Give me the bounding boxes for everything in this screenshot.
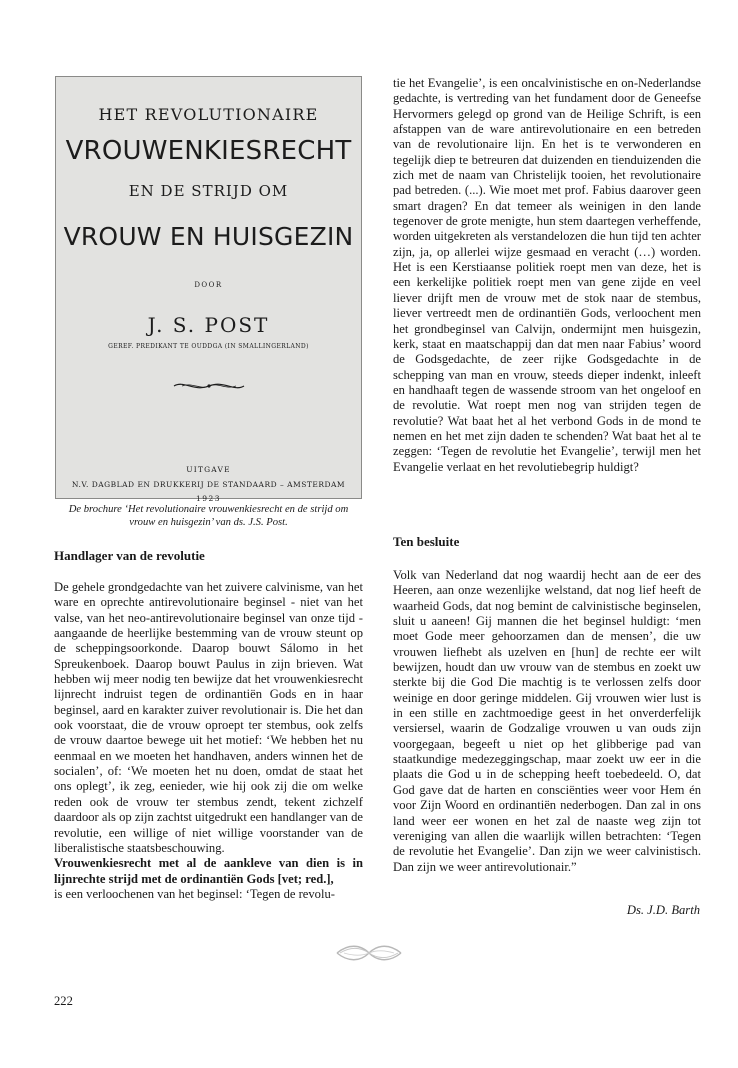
paragraph-tail: is een verloochenen van het beginsel: ‘Tegen de revolu- [54,886,335,901]
caption-line-2: vrouw en huisgezin’ van ds. J.S. Post. [129,517,288,528]
author-signature: Ds. J.D. Barth [626,903,700,917]
cover-publisher: N.V. DAGBLAD EN DRUKKERIJ DE STANDAARD – AMSTERDAM [71,480,346,489]
section-heading-ten-besluite: Ten besluite [393,534,460,549]
brochure-cover-image [55,76,362,503]
left-body-text [54,580,363,902]
cover-title-line3: EN DE STRIJD OM [128,182,289,200]
right-column-continuation: tie het Evangelie’, is een oncalvinistische en on-Nederlandse gedachte, is vertreding van het fundament door de Geneefse Hervormers gelegd op grond van de Heilige Schrift, is een afstappen van de ware antirevolutionaire en een betreden van de revolutionaire lijn. En het is te verwonderen en tegelijk diep te betreuren dat duizenden en tienduizenden die zich met de naam van Christelijk tooien, het revolutionaire pad betreden. (...). Wie moet met prof. Fabius daarover geen smart dragen? En dat temeer als weinigen in den lande tegenover de grote menigte, hun stem daartegen verheffende, worden uitgekreten als verstandelozen die hun tijd ten achter zijn, ja, op allerlei wijze gesmaad en veracht (…) worden. Het is een Kerstiaanse politiek roept men van deze, het is een kerkelijke politiek roept men van gene zijde en veel liever drijft men de vrouw met de stok naar de stembus, liever vertreedt men de ordinantiën Gods, verloochent men het grondbeginsel van Calvijn, ondermijnt men huisgezin, kerk, staat en maatschappij dan dat men naar Fabius’ woord de Godsgedachte, de zeer rijke Godsgedachte in de schepping van man en vrouw, steeds dieper indenkt, inleeft en handhaaft tegen de wassende stroom van het ongeloof en de revolutie. Wat roept men nog van strijden tegen de revolutie? Wat baat het al het verbond Gods in de mond te nemen en het met zijn daden te schenden? Wat baat het al te zeggen: ‘Tegen de revolutie het Evangelie’, terwijl men het Evangelie verlaat en het revolutiebegrip huldigt? [393,76,701,474]
cover-author-subtitle: GEREF. PREDIKANT TE OUDDGA (IN SMALLINGERLAND) [108,343,309,350]
paragraph-main: De gehele grondgedachte van het zuivere calvinisme, van het ware en oprechte antirevolutionaire beginsel - niet van het valse, van het neo-antirevolutionaire beginsel van onze tijd - aangaande de heerlijke bestemming van de vrouw steunt op de scheppingsoorkonde. Daarop bouwt Sálomo in het Spreukenboek. Daarop bouwt Paulus in zijn brieven. Wat hebben wij meer nodig ten bewijze dat het vrouwenkiesrecht lijnrecht indruist tegen de ordinantiën Gods en in haar beginsel, aard en karakter zuiver revolutionair is. Die het dan ook voorstaat, die de vrouw oproept ter stembus, ook zelfs de vrouw daartoe bewege uit het motief: ‘We hebben het nu eenmaal en we moeten het handhaven, anders winnen het de socialen’, of: ‘We moeten het nu doen, omdat de staat het ons oplegt’, ik zeg, eenieder, wie hij ook zij die om welke reden ook de vrouw ter stembus zendt, tekent zichzelf daardoor als op zijn zachtst uitgedrukt een handlanger van de revolutie, een willige of niet willige voorstander van de liberalistische staatsbeschouwing. [54,580,363,855]
cover-uitgave: UITGAVE [186,465,231,474]
cover-author: J. S. POST [147,313,270,337]
cover-title-line2: VROUWENKIESRECHT [65,136,352,166]
cover-ornament-icon [172,378,246,397]
caption-line-1: De brochure ‘Het revolutionaire vrouwenkiesrecht en de strijd om [68,504,349,515]
paragraph-bold: Vrouwenkiesrecht met al de aankleve van dien is in lijnrechte strijd met de ordinantiën Gods [vet; red.], [54,856,363,886]
cover-door: DOOR [194,281,223,289]
cover-title-line1: HET REVOLUTIONAIRE [98,105,319,124]
flourish-ornament-icon [334,942,404,969]
figure-caption [54,503,363,529]
conclusion-paragraph: Volk van Nederland dat nog waardij hecht aan de eer des Heeren, aan onze wezenlijke welstand, dat nog lief heeft de waarheid Gods, dat nog bemint de calvinistische beginselen, sluit u aaneen! Gij mannen die het beginsel huldigt: ‘men moet Gode meer gehoorzamen dan de mensen’, die uw vrouwen liefhebt als uzelven en [hun] de rechte eer wilt bewijzen, houdt dan uw vrouw van de stembus en zoekt uw sterkte bij die God Die machtig is te verlossen zelfs door weinige en door geringe middelen. Gij vrouwen wier lust is in een stille en zachtmoedige geest in het onverderfelijk versiersel, waarin de Godzalige vrouwen u van ouds zijn voorgegaan, begeeft u niet op het glibberige pad van staatkundige medezeggingschap, maar zoekt uw eer in die plaats die God u in de schepping heeft toebedeeld. O, dat God gave dat de harten en consciënties weer voor Hem én voor Zijn Woord en ordinantiën nederbogen. Dan zal in ons land weer eer wonen en het zal de naaste weg zijn tot vereniging van allen die waarlijk willen betrachten: ‘Tegen de revolutie het Evangelie’. Dan zijn we weer calvinistisch. Dan zijn we weer antirevolutionair.” [393,568,701,874]
cover-year: 1923 [195,494,222,503]
cover-title-line4: VROUW EN HUISGEZIN [63,222,354,251]
page-number: 222 [54,994,73,1008]
section-heading-handlager: Handlager van de revolutie [54,548,205,563]
